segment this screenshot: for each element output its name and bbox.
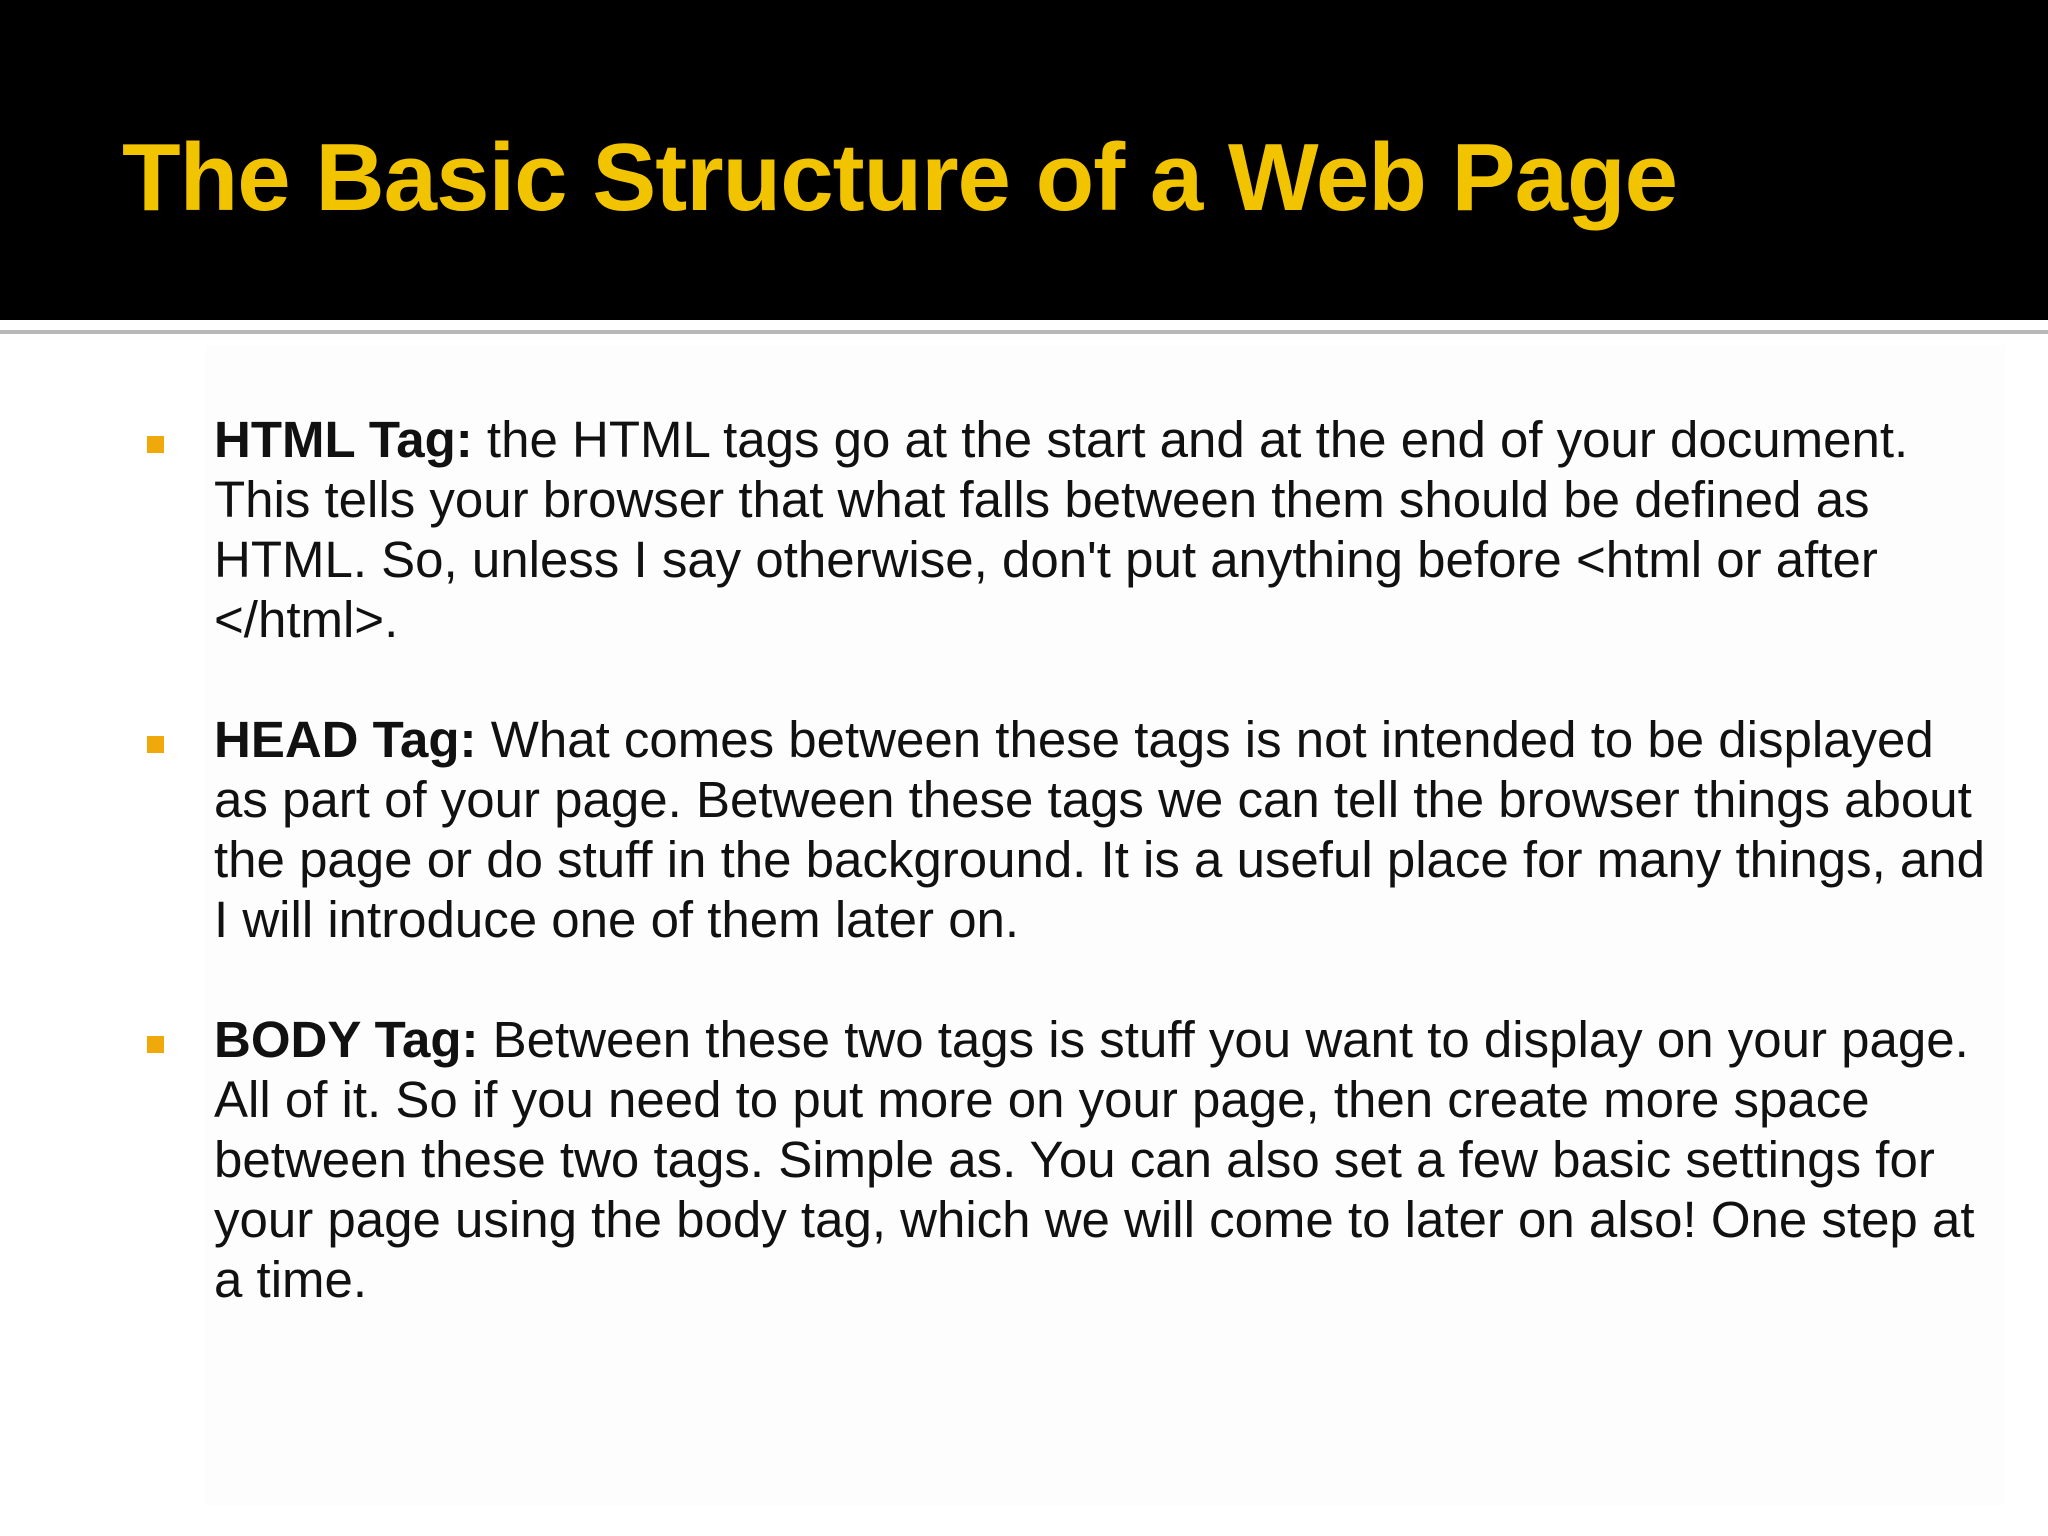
- bullet-heading: HEAD Tag:: [214, 711, 477, 768]
- bullet-list: [0, 410, 2048, 1370]
- title-bar: [0, 0, 2048, 320]
- bullet-text: Between these two tags is stuff you want to display on your page. All of it. So if you need to put more on your page, then create more space between these two tags. Simple as. You can also set a few basic settings for your page using the body tag, which we will come to later on also! One step at a time.: [214, 1011, 1975, 1308]
- bullet-heading: HTML Tag:: [214, 411, 473, 468]
- bullet-heading: BODY Tag:: [214, 1011, 479, 1068]
- bullet-text: What comes between these tags is not intended to be displayed as part of your page. Between these tags we can tell the browser things about the page or do stuff in the background. It is a useful place for many things, and I will introduce one of them later on.: [214, 711, 1986, 948]
- bullet-html-tag: [0, 410, 2048, 650]
- square-bullet-icon: [147, 1036, 164, 1053]
- square-bullet-icon: [147, 736, 164, 753]
- title-divider: [0, 330, 2048, 334]
- bullet-text: the HTML tags go at the start and at the end of your document. This tells your browser that what falls between them should be defined as HTML. So, unless I say otherwise, don't put anything before <html or after </html>.: [214, 411, 1909, 648]
- bullet-body-tag: [0, 1010, 2048, 1310]
- bullet-head-tag: [0, 710, 2048, 950]
- slide-title: The Basic Structure of a Web Page: [122, 124, 1677, 231]
- square-bullet-icon: [147, 436, 164, 453]
